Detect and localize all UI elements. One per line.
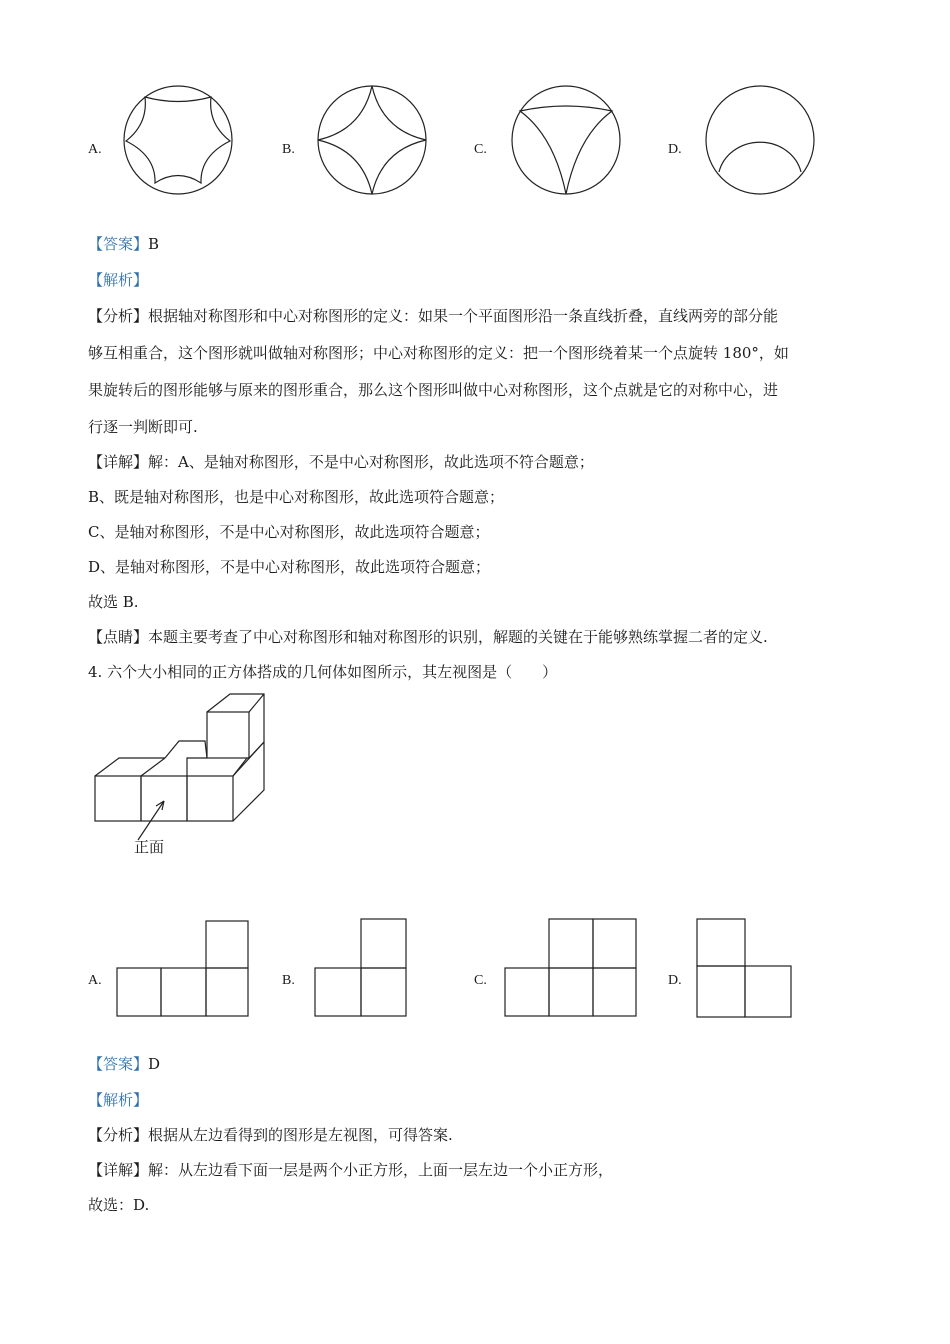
q3-figure-b <box>316 86 430 196</box>
q3-option-b-label: B. <box>282 142 295 157</box>
q4-question: 4. 六个大小相同的正方体搭成的几何体如图所示，其左视图是（ ） <box>88 663 558 681</box>
q4-option-b-figure <box>314 918 408 1018</box>
q3-fenxi-text-3: 果旋转后的图形能够与原来的图形重合，那么这个图形叫做中心对称图形，这个点就是它的对称中心，进 <box>88 381 779 399</box>
q3-figure-a-star <box>126 97 230 183</box>
q4-analysis-tag: 【解析】 <box>88 1091 149 1109</box>
q4-cube-top-edges <box>95 758 247 776</box>
q4-answer-value: D <box>148 1055 161 1073</box>
q4-cube-figure <box>92 694 270 826</box>
q3-figure-d-arc <box>719 142 801 172</box>
q3-option-a-label: A. <box>88 142 102 157</box>
q3-dianjing-tag: 【点睛】 <box>88 628 149 646</box>
q4-cube-back-top <box>165 741 207 758</box>
q3-fenxi-text-2: 够互相重合，这个图形就叫做轴对称图形；中心对称图形的定义：把一个图形绕着某一个点旋转 180°，如 <box>88 344 789 362</box>
q4-cube-mid-edge <box>187 758 207 776</box>
q4-fenxi-line <box>88 1125 453 1145</box>
q3-fenxi-tag: 【分析】 <box>88 307 149 325</box>
q3-xiangjie-text-4: D、是轴对称图形，不是中心对称图形，故此选项符合题意； <box>88 558 491 576</box>
q3-fenxi-text-4: 行逐一判断即可. <box>88 418 198 436</box>
q4-cube-front-2 <box>141 776 187 821</box>
q3-xiangjie-line-1 <box>88 452 594 472</box>
q4-conclusion: 故选：D. <box>88 1196 150 1214</box>
q3-answer-value: B <box>148 235 160 253</box>
q4-option-a-label: A. <box>88 973 102 988</box>
q3-figure-a <box>120 86 238 196</box>
q4-cube-stack-edges <box>207 694 264 758</box>
q3-answer-tag: 【答案】 <box>88 235 149 253</box>
q3-answer-line <box>88 234 159 254</box>
q3-figure-d <box>704 86 818 196</box>
q3-dianjing-line <box>88 627 768 647</box>
q4-cube-stack-front <box>207 712 249 758</box>
q3-option-c-label: C. <box>474 142 487 157</box>
q3-figure-c-triangle <box>520 106 612 194</box>
q3-xiangjie-text-1: 解：A、是轴对称图形，不是中心对称图形，故此选项不符合题意； <box>148 453 594 471</box>
q3-dianjing-text: 本题主要考查了中心对称图形和轴对称图形的识别，解题的关键在于能够熟练掌握二者的定义. <box>148 628 768 646</box>
q3-xiangjie-text-5: 故选 B. <box>88 593 139 611</box>
q4-fenxi-tag: 【分析】 <box>88 1126 149 1144</box>
q4-option-c-label: C. <box>474 973 487 988</box>
q4-answer-tag: 【答案】 <box>88 1055 149 1073</box>
q3-figure-b-circle <box>318 86 426 194</box>
q3-fenxi-line-1 <box>88 306 778 326</box>
q4-option-b-label: B. <box>282 973 295 988</box>
q4-xiangjie-text: 解：从左边看下面一层是两个小正方形，上面一层左边一个小正方形， <box>148 1161 614 1179</box>
q3-option-d-label: D. <box>668 142 682 157</box>
q4-xiangjie-tag: 【详解】 <box>88 1161 149 1179</box>
q4-option-a-figure <box>116 920 250 1018</box>
q3-figure-d-circle <box>706 86 814 194</box>
q4-option-c-figure <box>504 918 638 1018</box>
q3-figure-c <box>510 86 624 196</box>
q4-front-label: 正面 <box>134 838 165 856</box>
q3-analysis-tag: 【解析】 <box>88 271 149 289</box>
q4-option-d-label: D. <box>668 973 682 988</box>
q3-xiangjie-text-3: C、是轴对称图形，不是中心对称图形，故此选项符合题意； <box>88 523 490 541</box>
q3-xiangjie-tag: 【详解】 <box>88 453 149 471</box>
q4-option-d-figure <box>696 918 794 1020</box>
q3-fenxi-text-1: 根据轴对称图形和中心对称图形的定义：如果一个平面图形沿一条直线折叠，直线两旁的部分能 <box>148 307 779 325</box>
q3-figure-a-circle <box>124 86 232 194</box>
q4-fenxi-text: 根据从左边看得到的图形是左视图，可得答案. <box>148 1126 453 1144</box>
q4-front-arrow-head <box>156 801 164 810</box>
q4-xiangjie-line <box>88 1160 613 1180</box>
q3-figure-c-circle <box>512 86 620 194</box>
q4-answer-line <box>88 1054 160 1074</box>
q4-cube-front-3 <box>187 776 233 821</box>
q3-xiangjie-text-2: B、既是轴对称图形，也是中心对称图形，故此选项符合题意； <box>88 488 505 506</box>
q4-cube-front-1 <box>95 776 141 821</box>
